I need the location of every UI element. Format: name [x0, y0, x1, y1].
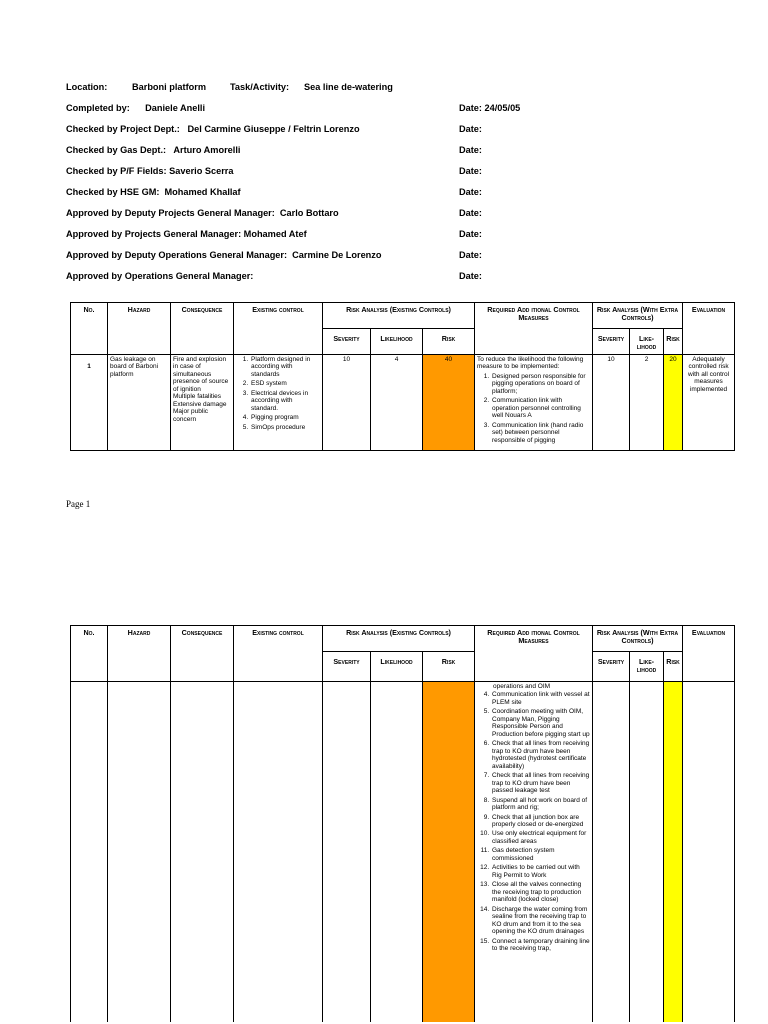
header-row [66, 229, 482, 239]
header-row [66, 187, 482, 197]
risk-table-page2 [70, 625, 735, 1022]
col-hazard: Hazard [108, 303, 171, 355]
col-no: No. [71, 303, 108, 355]
col-severity2: Severity [593, 329, 630, 355]
header-row-date: Date: [459, 124, 482, 134]
row-likelihood: 4 [371, 355, 423, 451]
required-measure-item: 7. Check that all lines from receiving trap to KO drum have been passed leakage test [491, 772, 590, 794]
col-severity: Severity [323, 652, 371, 682]
row-required [475, 355, 593, 451]
task-label: Task/Activity: [230, 82, 290, 92]
required-measure-item: 1. Designed person responsible for pigging operations on board of platform; [491, 373, 590, 395]
col-severity2: Severity [593, 652, 630, 682]
task-value: Sea line de-watering [304, 82, 393, 92]
col-no: No. [71, 626, 108, 682]
required-measure-item: 2. Communication link with operation personnel controlling well Nouars A [491, 397, 590, 419]
row-risk: 40 [423, 355, 475, 451]
required-measure-item: 9. Check that all junction box are properly closed or de-energized [491, 814, 590, 829]
required-measure-item: 6. Check that all lines from receiving trap to KO drum have been hydrotested (hydrotest certificate availability) [491, 740, 590, 770]
required-measure-item: 3. Communication link (hand radio set) between personnel responsible of pigging [491, 422, 590, 444]
col-consequence: Consequence [171, 626, 234, 682]
table-row [71, 682, 735, 1022]
row-severity2: 10 [593, 355, 630, 451]
existing-control-item: 5. SimOps procedure [250, 424, 320, 431]
col-existing-control: Existing control [234, 303, 323, 355]
header-row-label: Checked by Gas Dept.: Arturo Amorelli [66, 145, 241, 155]
col-required: Required Add itional Control Measures [475, 303, 593, 355]
page-label: Page 1 [66, 499, 91, 509]
required-measure-item: 14. Discharge the water coming from sealine from the receiving trap to KO drum and from it to the sea opening the KO drum drainages [491, 906, 590, 936]
header-row-label: Approved by Operations General Manager: [66, 271, 254, 281]
existing-control-item: 2. ESD system [250, 380, 320, 387]
row-risk-cont [423, 682, 475, 1022]
col-risk2: Risk [664, 652, 683, 682]
header-row-date: Date: [459, 145, 482, 155]
row-risk2: 20 [664, 355, 683, 451]
header-row-label: Approved by Deputy Operations General Manager: Carmine De Lorenzo [66, 250, 382, 260]
col-risk-extra: Risk Analysis (With Extra Controls) [593, 626, 683, 652]
risk-table-page1 [70, 302, 735, 451]
row-risk2-cont [664, 682, 683, 1022]
location-value: Barboni platform [132, 82, 207, 92]
required-measure-item: 10. Use only electrical equipment for classified areas [491, 830, 590, 845]
row-hazard: Gas leakage on board of Barboni platform [108, 355, 171, 451]
existing-control-item: 4. Pigging program [250, 414, 320, 421]
header-row-date: Date: [459, 208, 482, 218]
col-likelihood2: Like-lihood [630, 652, 664, 682]
required-measure-item: 5. Coordination meeting with OIM, Company Man, Pigging Responsible Person and Production before pigging start up [491, 708, 590, 738]
required-cont-first: operations and OIM [493, 683, 551, 690]
location-label: Location: [66, 82, 108, 92]
required-measure-item: 4. Communication link with vessel at PLEM site [491, 691, 590, 706]
col-risk-extra: Risk Analysis (With Extra Controls) [593, 303, 683, 329]
required-measure-item: 11. Gas detection system commissioned [491, 847, 590, 862]
col-existing-control: Existing control [234, 626, 323, 682]
header-row [66, 145, 482, 155]
required-measure-item: 8. Suspend all hot work on board of platform and rig; [491, 797, 590, 812]
header-row-date: Date: 24/05/05 [459, 103, 521, 113]
header-row [66, 208, 482, 218]
col-required: Required Add itional Control Measures [475, 626, 593, 682]
row-likelihood2: 2 [630, 355, 664, 451]
existing-control-item: 3. Electrical devices in according with standard. [250, 390, 320, 412]
row-evaluation: Adequately controlled risk with all control measures implemented [683, 355, 735, 451]
location-row [66, 82, 393, 92]
col-evaluation: Evaluation [683, 303, 735, 355]
table-row [71, 355, 735, 451]
required-measure-item: 13. Close all the valves connecting the receiving trap to production manifold (locked close) [491, 881, 590, 903]
required-measure-item: 15. Connect a temporary draining line to the receiving trap, [491, 938, 590, 953]
header-row [66, 124, 482, 134]
col-risk: Risk [423, 329, 475, 355]
header-row-date: Date: [459, 187, 482, 197]
header-row-date: Date: [459, 229, 482, 239]
header-row-label: Checked by Project Dept.: Del Carmine Giuseppe / Feltrin Lorenzo [66, 124, 360, 134]
header-row-date: Date: [459, 166, 482, 176]
header-row-label: Approved by Deputy Projects General Manager: Carlo Bottaro [66, 208, 339, 218]
row-existing-controls [234, 355, 323, 451]
col-severity: Severity [323, 329, 371, 355]
existing-control-item: 1. Platform designed in according with standards [250, 356, 320, 378]
col-hazard: Hazard [108, 626, 171, 682]
header-row-label: Checked by HSE GM: Mohamed Khallaf [66, 187, 241, 197]
required-measure-item: 12. Activities to be carried out with Rig Permit to Work [491, 864, 590, 879]
header-row-label: Checked by P/F Fields: Saverio Scerra [66, 166, 234, 176]
row-required-cont [475, 682, 593, 1022]
col-consequence: Consequence [171, 303, 234, 355]
col-likelihood: Likelihood [371, 652, 423, 682]
col-risk-existing: Risk Analysis (Existing Controls) [323, 626, 475, 652]
required-intro: To reduce the likelihood the following measure to be implemented: [477, 356, 584, 371]
header-row-date: Date: [459, 271, 482, 281]
col-risk-existing: Risk Analysis (Existing Controls) [323, 303, 475, 329]
row-no: 1 [71, 355, 108, 451]
header-row [66, 250, 482, 260]
header-row [66, 103, 521, 113]
header-row-date: Date: [459, 250, 482, 260]
col-risk2: Risk [664, 329, 683, 355]
header-row-label: Approved by Projects General Manager: Mohamed Atef [66, 229, 307, 239]
header-row [66, 166, 482, 176]
row-severity: 10 [323, 355, 371, 451]
header-row-label: Completed by: Daniele Anelli [66, 103, 206, 113]
col-evaluation: Evaluation [683, 626, 735, 682]
header-row [66, 271, 482, 281]
col-risk: Risk [423, 652, 475, 682]
col-likelihood2: Like-lihood [630, 329, 664, 355]
col-likelihood: Likelihood [371, 329, 423, 355]
row-consequence: Fire and explosion in case of simultaneous presence of source of ignition Multiple fatalities Extensive damage Major public concern [171, 355, 234, 451]
